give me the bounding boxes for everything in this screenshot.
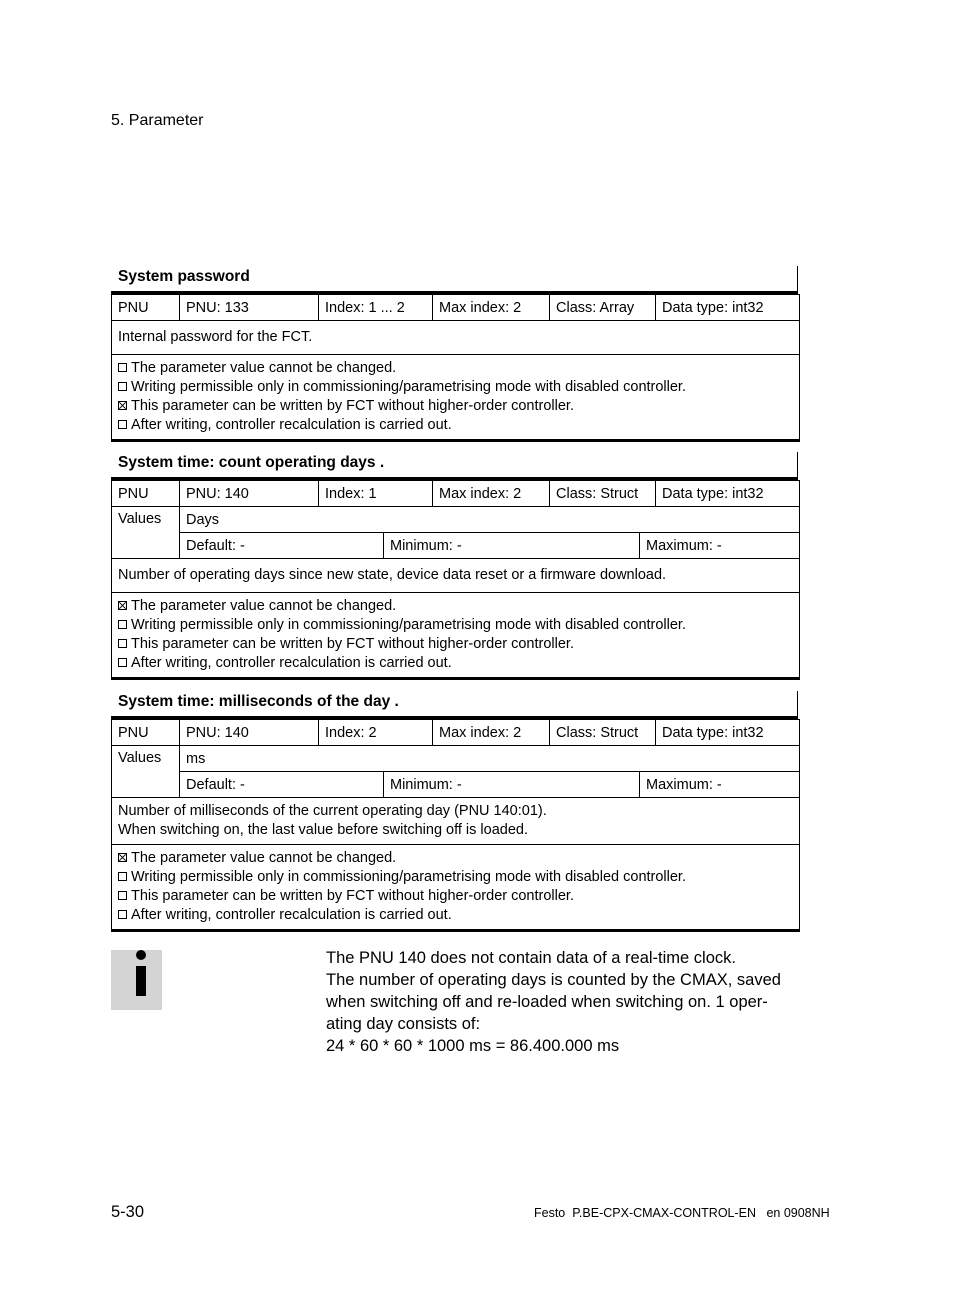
- checkbox-icon: [118, 910, 127, 919]
- checkbox-icon: [118, 363, 127, 372]
- page-number: 5-30: [111, 1203, 145, 1221]
- note-line: The PNU 140 does not contain data of a real-time clock.: [326, 949, 736, 967]
- block-title: System time: milliseconds of the day .: [111, 691, 798, 719]
- pnu-class: Class: Struct: [550, 481, 656, 507]
- param-block-milliseconds-of-day: [111, 691, 798, 932]
- description-line: Number of operating days since new state, device data reset or a firmware download.: [118, 567, 667, 583]
- pnu-number: PNU: 140: [180, 481, 319, 507]
- section-heading: 5. Parameter: [111, 112, 204, 129]
- info-icon-dot: [136, 950, 146, 960]
- param-table: [111, 719, 800, 932]
- note-line: The number of operating days is counted by the CMAX, saved: [326, 971, 781, 989]
- minimum-value: Minimum: -: [384, 533, 640, 559]
- checks: [112, 355, 800, 441]
- default-value: Default: -: [180, 772, 384, 798]
- check-item: After writing, controller recalculation is carried out.: [118, 416, 793, 435]
- pnu-max-index: Max index: 2: [433, 295, 550, 321]
- info-icon: [111, 950, 162, 1010]
- description-row: [112, 321, 800, 355]
- pnu-label: PNU: [112, 295, 180, 321]
- checkbox-icon: [118, 382, 127, 391]
- description: [112, 798, 800, 845]
- check-item: This parameter can be written by FCT without higher-order controller.: [118, 635, 793, 654]
- note-line: ating day consists of:: [326, 1015, 481, 1033]
- values-range-row: [112, 533, 800, 559]
- maximum-value: Maximum: -: [640, 772, 800, 798]
- check-item: The parameter value cannot be changed.: [118, 597, 793, 616]
- pnu-row: [112, 295, 800, 321]
- pnu-data-type: Data type: int32: [656, 481, 800, 507]
- values-row: [112, 507, 800, 533]
- checks-row: [112, 593, 800, 679]
- document-id: Festo P.BE-CPX-CMAX-CONTROL-EN en 0908NH: [534, 1206, 830, 1220]
- checkbox-checked-icon: [118, 853, 127, 862]
- check-item: Writing permissible only in commissioning/parametrising mode with disabled controller.: [118, 616, 793, 635]
- values-unit: Days: [180, 507, 800, 533]
- checkbox-icon: [118, 872, 127, 881]
- check-item: After writing, controller recalculation is carried out.: [118, 906, 793, 925]
- checkbox-icon: [118, 620, 127, 629]
- check-item: The parameter value cannot be changed.: [118, 359, 793, 378]
- pnu-number: PNU: 133: [180, 295, 319, 321]
- description-row: [112, 798, 800, 845]
- checks: [112, 845, 800, 931]
- default-value: Default: -: [180, 533, 384, 559]
- check-item: The parameter value cannot be changed.: [118, 849, 793, 868]
- description-line: Internal password for the FCT.: [118, 329, 313, 345]
- block-title: System password: [111, 266, 798, 294]
- values-range-row: [112, 772, 800, 798]
- info-note: [326, 947, 806, 1057]
- description: [112, 321, 800, 355]
- values-unit: ms: [180, 746, 800, 772]
- checks-row: [112, 355, 800, 441]
- pnu-max-index: Max index: 2: [433, 481, 550, 507]
- checkbox-icon: [118, 891, 127, 900]
- checkbox-icon: [118, 420, 127, 429]
- checkbox-checked-icon: [118, 401, 127, 410]
- pnu-max-index: Max index: 2: [433, 720, 550, 746]
- pnu-row: [112, 720, 800, 746]
- block-title: System time: count operating days .: [111, 452, 798, 480]
- pnu-label: PNU: [112, 720, 180, 746]
- param-block-system-password: [111, 266, 798, 442]
- pnu-label: PNU: [112, 481, 180, 507]
- param-block-count-operating-days: [111, 452, 798, 680]
- description-line: Number of milliseconds of the current operating day (PNU 140:01).: [118, 803, 547, 819]
- param-table: [111, 480, 800, 680]
- values-label: Values: [112, 507, 180, 559]
- values-label: Values: [112, 746, 180, 798]
- values-row: [112, 746, 800, 772]
- checkbox-icon: [118, 658, 127, 667]
- checks-row: [112, 845, 800, 931]
- pnu-class: Class: Array: [550, 295, 656, 321]
- pnu-number: PNU: 140: [180, 720, 319, 746]
- description-line: When switching on, the last value before switching off is loaded.: [118, 822, 528, 838]
- checks: [112, 593, 800, 679]
- check-item: Writing permissible only in commissioning/parametrising mode with disabled controller.: [118, 868, 793, 887]
- note-formula: 24 * 60 * 60 * 1000 ms = 86.400.000 ms: [326, 1037, 620, 1055]
- info-icon-bar: [136, 966, 146, 996]
- pnu-index: Index: 2: [319, 720, 433, 746]
- check-item: Writing permissible only in commissioning/parametrising mode with disabled controller.: [118, 378, 793, 397]
- description: [112, 559, 800, 593]
- check-item: After writing, controller recalculation is carried out.: [118, 654, 793, 673]
- checkbox-checked-icon: [118, 601, 127, 610]
- pnu-class: Class: Struct: [550, 720, 656, 746]
- note-line: when switching off and re-loaded when switching on. 1 oper-: [326, 993, 768, 1011]
- pnu-data-type: Data type: int32: [656, 720, 800, 746]
- pnu-index: Index: 1: [319, 481, 433, 507]
- minimum-value: Minimum: -: [384, 772, 640, 798]
- description-row: [112, 559, 800, 593]
- param-table: [111, 294, 800, 442]
- pnu-index: Index: 1 ... 2: [319, 295, 433, 321]
- pnu-data-type: Data type: int32: [656, 295, 800, 321]
- pnu-row: [112, 481, 800, 507]
- check-item: This parameter can be written by FCT without higher-order controller.: [118, 397, 793, 416]
- checkbox-icon: [118, 639, 127, 648]
- maximum-value: Maximum: -: [640, 533, 800, 559]
- check-item: This parameter can be written by FCT without higher-order controller.: [118, 887, 793, 906]
